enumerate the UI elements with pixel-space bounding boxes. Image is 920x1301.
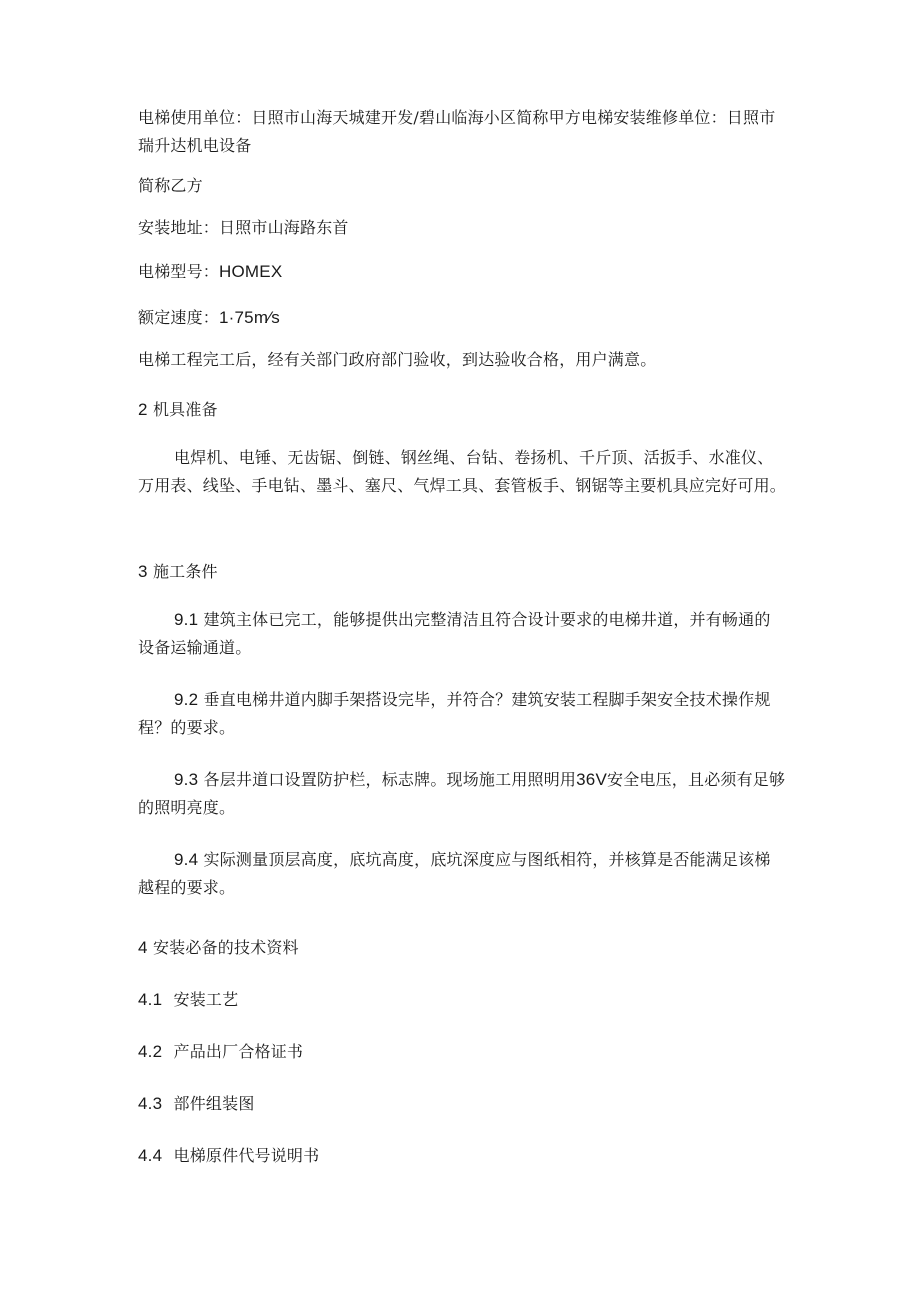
section-4-heading [138, 934, 299, 962]
condition-9-1-number: 9.1 [174, 610, 199, 629]
item-4-1-text: 安装工艺 [173, 990, 239, 1009]
short-b-text: 简称乙方 [138, 176, 203, 195]
condition-9-4 [138, 846, 786, 902]
condition-9-2-number: 9.2 [174, 690, 199, 709]
item-4-4 [138, 1142, 319, 1170]
short-b-paragraph [138, 172, 203, 200]
item-4-1 [138, 986, 238, 1014]
item-4-2-number: 4.2 [138, 1042, 163, 1061]
item-4-3 [138, 1090, 255, 1118]
item-4-1-number: 4.1 [138, 990, 163, 1009]
model-label: 电梯型号： [138, 262, 220, 281]
condition-9-4-number: 9.4 [174, 850, 199, 869]
section-4-number: 4 [138, 938, 148, 957]
section-2-number: 2 [138, 400, 148, 419]
condition-9-3-number: 9.3 [174, 770, 199, 789]
model-value: HOMEX [219, 262, 283, 281]
speed-label: 额定速度： [138, 308, 220, 327]
model-paragraph [138, 258, 282, 286]
speed-paragraph [138, 304, 280, 332]
section-3-number: 3 [138, 562, 148, 581]
tools-text: 电焊机、电锤、无齿锯、倒链、钢丝绳、台钻、卷扬机、千斤顶、活扳手、水准仪、万用表、线坠、手电钻、墨斗、塞尺、气焊工具、套管板手、钢锯等主要机具应完好可用。 [138, 448, 787, 495]
completion-text: 电梯工程完工后，经有关部门政府部门验收，到达验收合格，用户满意。 [138, 350, 657, 369]
condition-9-2 [138, 686, 786, 742]
speed-value: 1·75m⁄s [219, 308, 280, 327]
condition-9-4-text: 实际测量顶层高度，底坑高度，底坑深度应与图纸相符，并核算是否能满足该梯越程的要求。 [138, 850, 771, 897]
section-2-heading [138, 396, 218, 424]
item-4-3-number: 4.3 [138, 1094, 163, 1113]
section-4-title: 安装必备的技术资料 [152, 938, 299, 957]
address-paragraph [138, 214, 349, 242]
condition-9-2-text: 垂直电梯井道内脚手架搭设完毕，并符合？建筑安装工程脚手架安全技术操作规程？的要求。 [138, 690, 771, 737]
unit-line: 电梯使用单位：日照市山海天城建开发/碧山临海小区简称甲方电梯安装维修单位：日照市瑞升达机电设备 [138, 108, 776, 155]
unit-paragraph [138, 104, 786, 160]
completion-paragraph [138, 346, 656, 374]
item-4-2 [138, 1038, 303, 1066]
section-3-heading [138, 558, 218, 586]
condition-9-3-text-a: 各层井道口设置防护栏，标志牌。现场施工用照明用 [203, 770, 577, 789]
tools-paragraph [138, 444, 786, 500]
condition-9-3-text-b: 安全电压，且必须有足够的照明亮度。 [138, 770, 786, 817]
condition-9-3 [138, 766, 786, 822]
section-3-title: 施工条件 [152, 562, 218, 581]
item-4-4-number: 4.4 [138, 1146, 163, 1165]
condition-9-1-text: 建筑主体已完工，能够提供出完整清洁且符合设计要求的电梯井道，并有畅通的设备运输通道。 [138, 610, 771, 657]
item-4-4-text: 电梯原件代号说明书 [173, 1146, 320, 1165]
condition-9-3-voltage: 36V [576, 770, 607, 789]
section-2-title: 机具准备 [152, 400, 218, 419]
condition-9-1 [138, 606, 786, 662]
item-4-2-text: 产品出厂合格证书 [173, 1042, 304, 1061]
item-4-3-text: 部件组装图 [173, 1094, 255, 1113]
address-text: 安装地址：日照市山海路东首 [138, 218, 349, 237]
